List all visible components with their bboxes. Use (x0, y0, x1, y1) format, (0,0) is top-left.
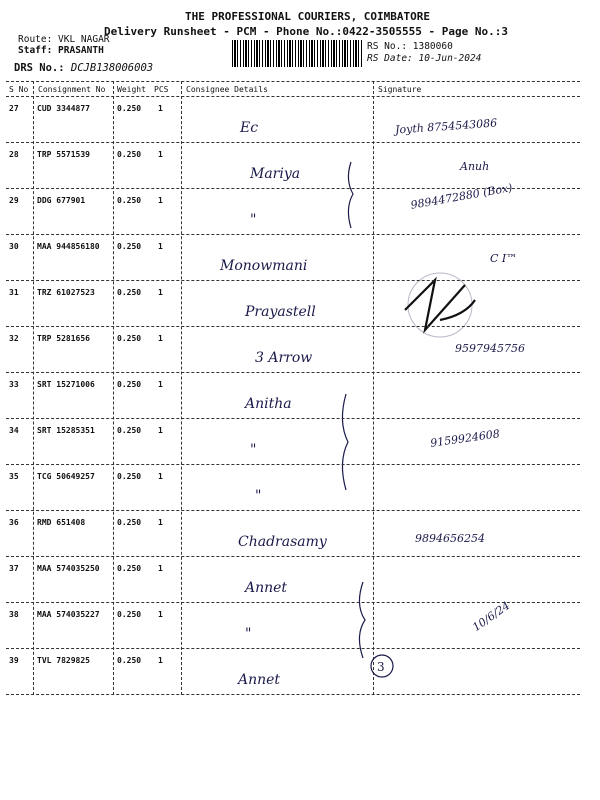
cell-pcs: 1 (158, 334, 163, 343)
col-header-pcs: PCS (154, 85, 169, 94)
cell-weight: 0.250 (117, 656, 142, 665)
table-row (0, 656, 600, 702)
cell-weight: 0.250 (117, 426, 142, 435)
cell-signature-handwriting: 9894472880 (Box) (409, 181, 514, 212)
cell-consignment-no: TVL 7829825 (37, 656, 90, 665)
cell-pcs: 1 (158, 104, 163, 113)
table-row (0, 334, 600, 380)
cell-sno: 37 (9, 564, 19, 573)
cell-sno: 35 (9, 472, 19, 481)
table-row (0, 196, 600, 242)
col-header-consignee: Consignee Details (186, 85, 268, 94)
cell-sno: 38 (9, 610, 19, 619)
cell-sno: 27 (9, 104, 19, 113)
cell-consignee-handwriting: Chadrasamy (238, 534, 327, 550)
row-divider (6, 648, 580, 649)
table-row (0, 610, 600, 656)
cell-sno: 28 (9, 150, 19, 159)
cell-consignment-no: TRP 5281656 (37, 334, 90, 343)
cell-consignment-no: TRP 5571539 (37, 150, 90, 159)
rs-number: RS No.: 1380060 (367, 41, 453, 52)
col-header-weight: Weight (117, 85, 146, 94)
table-row (0, 242, 600, 288)
table-row (0, 472, 600, 518)
cell-consignment-no: RMD 651408 (37, 518, 86, 527)
table-row (0, 380, 600, 426)
row-divider (6, 418, 580, 419)
cell-weight: 0.250 (117, 610, 142, 619)
cell-consignee-handwriting: Prayastell (245, 304, 316, 320)
cell-consignee-handwriting: " (250, 442, 257, 458)
cell-consignee-handwriting: Monowmani (220, 258, 308, 274)
row-divider (6, 510, 580, 511)
cell-consignment-no: MAA 944856180 (37, 242, 100, 251)
cell-pcs: 1 (158, 472, 163, 481)
drs-value: DCJB138006003 (70, 62, 154, 74)
cell-consignee-handwriting: Annet (245, 580, 288, 596)
cell-consignment-no: CUD 3344877 (37, 104, 90, 113)
cell-consignee-handwriting: " (250, 212, 257, 228)
cell-pcs: 1 (158, 564, 163, 573)
drs-number (14, 62, 153, 74)
cell-signature-handwriting: 10/6/24 (470, 599, 513, 634)
cell-signature-handwriting: 9159924608 (429, 427, 501, 450)
cell-sno: 31 (9, 288, 19, 297)
row-divider (6, 280, 580, 281)
cell-weight: 0.250 (117, 472, 142, 481)
cell-sno: 34 (9, 426, 19, 435)
cell-consignment-no: TCG 50649257 (37, 472, 95, 481)
cell-weight: 0.250 (117, 150, 142, 159)
row-divider (6, 372, 580, 373)
cell-signature-handwriting: Joyth 8754543086 (394, 116, 498, 137)
cell-signature-handwriting: 9597945756 (455, 342, 525, 355)
cell-consignee-handwriting: Annet (238, 672, 281, 688)
row-divider (6, 234, 580, 235)
cell-pcs: 1 (158, 656, 163, 665)
cell-consignee-handwriting: " (245, 626, 252, 642)
col-header-consignment: Consignment No (38, 85, 106, 94)
table-row (0, 288, 600, 334)
rs-date: RS Date: 10-Jun-2024 (367, 53, 482, 64)
cell-pcs: 1 (158, 610, 163, 619)
cell-signature-handwriting: C I™ (490, 252, 518, 265)
cell-pcs: 1 (158, 288, 163, 297)
table-row (0, 518, 600, 564)
cell-consignment-no: MAA 574035250 (37, 564, 100, 573)
cell-weight: 0.250 (117, 334, 142, 343)
row-divider (6, 556, 580, 557)
cell-weight: 0.250 (117, 518, 142, 527)
cell-sno: 32 (9, 334, 19, 343)
cell-sno: 29 (9, 196, 19, 205)
cell-weight: 0.250 (117, 196, 142, 205)
cell-weight: 0.250 (117, 564, 142, 573)
cell-weight: 0.250 (117, 104, 142, 113)
barcode-image (232, 40, 362, 67)
cell-consignee-handwriting: Ec (240, 120, 259, 136)
route-label: Route: VKL NAGAR (18, 34, 110, 45)
row-divider (6, 694, 580, 695)
row-divider (6, 142, 580, 143)
col-header-sno: S No (9, 85, 29, 94)
cell-consignment-no: MAA 574035227 (37, 610, 100, 619)
cell-consignee-handwriting: " (255, 488, 262, 504)
table-header-rule (6, 96, 580, 97)
cell-consignee-handwriting: Mariya (250, 166, 301, 182)
staff-label: Staff: PRASANTH (18, 45, 104, 56)
circled-mark-3 (368, 652, 396, 680)
table-row (0, 426, 600, 472)
cell-consignee-handwriting: Anitha (245, 396, 292, 412)
brace-scrawl-2 (338, 392, 358, 492)
cell-sno: 39 (9, 656, 19, 665)
cell-consignment-no: TRZ 61027523 (37, 288, 95, 297)
table-row (0, 564, 600, 610)
runsheet-subtitle: Delivery Runsheet - PCM - Phone No.:0422-3505555 - Page No.:3 (104, 25, 508, 38)
cell-pcs: 1 (158, 518, 163, 527)
cell-pcs: 1 (158, 242, 163, 251)
cell-consignment-no: SRT 15285351 (37, 426, 95, 435)
cell-sno: 33 (9, 380, 19, 389)
cell-pcs: 1 (158, 150, 163, 159)
cell-pcs: 1 (158, 426, 163, 435)
col-header-signature: Signature (378, 85, 422, 94)
cell-pcs: 1 (158, 380, 163, 389)
cell-weight: 0.250 (117, 380, 142, 389)
table-top-rule (6, 81, 580, 82)
table-row (0, 104, 600, 150)
cell-sno: 36 (9, 518, 19, 527)
cell-weight: 0.250 (117, 288, 142, 297)
cell-pcs: 1 (158, 196, 163, 205)
cell-weight: 0.250 (117, 242, 142, 251)
cell-consignment-no: SRT 15271006 (37, 380, 95, 389)
svg-text:3: 3 (377, 660, 385, 674)
row-divider (6, 326, 580, 327)
drs-label: DRS No.: (14, 62, 65, 74)
cell-signature-handwriting: Anuh (460, 160, 490, 173)
row-divider (6, 464, 580, 465)
cell-sno: 30 (9, 242, 19, 251)
cell-consignment-no: DDG 677901 (37, 196, 86, 205)
cell-signature-handwriting: 9894656254 (415, 532, 485, 545)
brace-scrawl-1 (343, 160, 363, 230)
row-divider (6, 602, 580, 603)
cell-consignee-handwriting: 3 Arrow (255, 350, 313, 366)
company-title: THE PROFESSIONAL COURIERS, COIMBATORE (185, 10, 431, 23)
